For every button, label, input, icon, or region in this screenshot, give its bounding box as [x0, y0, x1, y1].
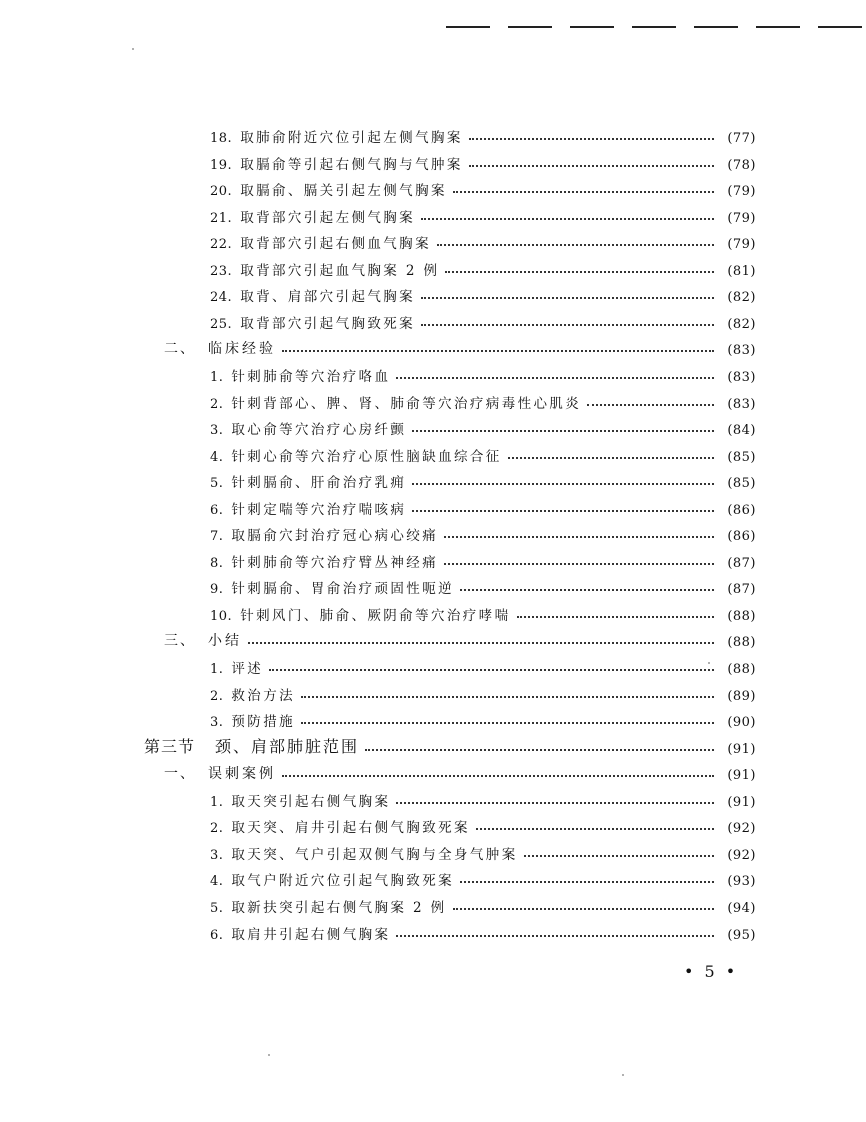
- toc-entry-page: (88): [727, 608, 756, 624]
- toc-entry-title: 针刺膈俞、胃俞治疗顽固性呃逆: [231, 581, 455, 598]
- toc-entry-title: 取肩井引起右侧气胸案: [231, 926, 391, 943]
- toc-entry: [210, 226, 756, 252]
- toc-entry-number: 6.: [210, 927, 224, 943]
- toc-entry-number: 5.: [210, 476, 224, 492]
- header-rule: [570, 26, 614, 28]
- toc-entry-page: (91): [727, 768, 756, 784]
- dot-leader: [444, 563, 714, 565]
- toc-entry-number: 19.: [210, 157, 233, 173]
- toc-entry-number: 25.: [210, 316, 233, 332]
- toc-entry-page: (82): [727, 290, 756, 306]
- dot-leader: [524, 855, 714, 857]
- header-rule: [694, 26, 738, 28]
- toc-entry-number: 二、: [164, 341, 196, 358]
- dot-leader: [301, 696, 714, 698]
- toc-entry-number: 3.: [210, 715, 224, 731]
- header-rule: [756, 26, 800, 28]
- toc-entry-title: 取膈俞等引起右侧气胸与气肿案: [240, 156, 463, 173]
- toc-entry-title: 小结: [208, 633, 242, 650]
- dot-leader: [517, 616, 715, 618]
- header-rule: [818, 26, 862, 28]
- scan-speck: [268, 1054, 270, 1056]
- toc-entry-number: 3.: [210, 423, 224, 439]
- toc-entry-page: (85): [727, 449, 756, 465]
- dot-leader: [396, 935, 714, 937]
- toc-entry-title: 取新扶突引起右侧气胸案 2 例: [231, 899, 447, 916]
- toc-entry-number: 9.: [210, 582, 224, 598]
- toc-entry-number: 24.: [210, 290, 233, 306]
- toc-entry-title: 取膈俞、膈关引起左侧气胸案: [240, 183, 447, 200]
- toc-entry-title: 针刺肺俞等穴治疗臂丛神经痛: [231, 554, 439, 571]
- toc-entry: [210, 678, 756, 704]
- toc-entry: [210, 571, 756, 597]
- toc-entry-number: 第三节: [144, 736, 196, 756]
- toc-entry: [210, 386, 756, 412]
- toc-entry-page: (83): [727, 369, 756, 385]
- toc-entry-title: 针刺定喘等穴治疗喘咳病: [231, 501, 407, 518]
- toc-entry-title: 取气户附近穴位引起气胸致死案: [231, 873, 455, 890]
- toc-entry-number: 4.: [210, 449, 224, 465]
- toc-entry: [210, 651, 756, 677]
- toc-entry-page: (79): [727, 210, 756, 226]
- toc-entry-number: 8.: [210, 555, 224, 571]
- toc-entry-number: 1.: [210, 662, 224, 677]
- toc-entry-page: (82): [727, 316, 756, 332]
- toc-entry: [210, 784, 756, 810]
- toc-entry-page: (90): [727, 715, 756, 731]
- toc-entry-number: 6.: [210, 502, 224, 518]
- header-rule: [508, 26, 552, 28]
- toc-entry-number: 5.: [210, 900, 224, 916]
- toc-entry-page: (84): [727, 423, 756, 439]
- toc-entry-page: (85): [727, 476, 756, 492]
- toc-entry-page: (79): [727, 237, 756, 253]
- dot-leader: [469, 138, 714, 140]
- toc-entry-number: 三、: [164, 633, 196, 650]
- toc-entry-number: 2.: [210, 821, 224, 837]
- toc-entry: [210, 810, 756, 836]
- toc-entry-title: 取背部穴引起血气胸案 2 例: [240, 262, 440, 279]
- dot-leader: [282, 350, 714, 352]
- header-rules: [446, 26, 866, 34]
- toc-entry: [164, 332, 756, 358]
- toc-entry-page: (88): [727, 662, 756, 677]
- toc-entry-number: 3.: [210, 847, 224, 863]
- toc-entry-page: (78): [727, 157, 756, 173]
- toc-entry: [210, 147, 756, 173]
- toc-entry-page: (94): [727, 900, 756, 916]
- toc-entry: [210, 200, 756, 226]
- toc-entry-title: 误刺案例: [208, 766, 276, 783]
- dot-leader: [412, 483, 714, 485]
- toc-entry: [210, 890, 756, 916]
- toc-entry: [210, 253, 756, 279]
- toc-entry-title: 针刺风门、肺俞、厥阴俞等穴治疗哮喘: [240, 607, 511, 624]
- toc-entry: [210, 120, 756, 146]
- dot-leader: [508, 457, 714, 459]
- toc-entry: [164, 757, 756, 783]
- toc-entry-title: 取背部穴引起右侧血气胸案: [240, 236, 431, 253]
- dot-leader: [476, 828, 714, 830]
- toc-entry-number: 21.: [210, 210, 233, 226]
- toc-entry-title: 取背部穴引起气胸致死案: [240, 315, 416, 332]
- toc-entry-title: 颈、肩部肺脏范围: [215, 736, 360, 756]
- dot-leader: [396, 377, 714, 379]
- toc-entry-number: 23.: [210, 263, 233, 279]
- toc-entry-page: (92): [727, 847, 756, 863]
- toc-entry: [210, 439, 756, 465]
- toc-entry-page: (91): [727, 741, 756, 757]
- toc-entry: [164, 624, 756, 650]
- dot-leader: [453, 191, 714, 193]
- dot-leader: [587, 404, 714, 406]
- toc-entry-page: (86): [727, 502, 756, 518]
- dot-leader: [396, 802, 714, 804]
- dot-leader: [460, 881, 714, 883]
- toc-entry-page: (87): [727, 555, 756, 571]
- toc-entry-number: 22.: [210, 237, 233, 253]
- toc-entry: [210, 545, 756, 571]
- toc-entry-page: (93): [727, 874, 756, 890]
- toc-entry-page: (95): [727, 927, 756, 943]
- dot-leader: [445, 271, 714, 273]
- scan-speck: [708, 662, 710, 664]
- toc-entry-page: (79): [727, 184, 756, 200]
- toc-entry: [210, 518, 756, 544]
- toc-entry-title: 取膈俞穴封治疗冠心病心绞痛: [231, 528, 439, 545]
- toc-entry: [210, 598, 756, 624]
- toc-entry: [210, 173, 756, 199]
- toc-entry-page: (83): [727, 396, 756, 412]
- toc-entry-page: (87): [727, 582, 756, 598]
- toc-entry-title: 临床经验: [208, 341, 276, 358]
- dot-leader: [444, 536, 714, 538]
- toc-entry-title: 预防措施: [231, 714, 296, 731]
- toc-entry-title: 取肺俞附近穴位引起左侧气胸案: [240, 130, 463, 146]
- toc-entry: [210, 306, 756, 332]
- toc-entry-number: 4.: [210, 874, 224, 890]
- dot-leader: [269, 669, 714, 671]
- toc-entry-page: (89): [727, 688, 756, 704]
- toc-entry-title: 救治方法: [231, 687, 296, 704]
- scan-speck: [132, 48, 134, 50]
- toc-entry-page: (92): [727, 821, 756, 837]
- dot-leader: [412, 510, 714, 512]
- dot-leader: [469, 165, 714, 167]
- dot-leader: [460, 589, 714, 591]
- dot-leader: [421, 218, 714, 220]
- toc-entry-page: (91): [727, 794, 756, 810]
- header-rule: [446, 26, 490, 28]
- toc-entry-number: 2.: [210, 396, 224, 412]
- toc-entry-title: 取天突、气户引起双侧气胸与全身气肿案: [231, 846, 518, 863]
- dot-leader: [421, 297, 714, 299]
- toc-entry-number: 一、: [164, 766, 196, 783]
- toc-entry: [210, 704, 756, 730]
- dot-leader: [282, 775, 714, 777]
- toc-entry-page: (77): [727, 131, 756, 146]
- toc-entry: [210, 837, 756, 863]
- scan-speck: [622, 1074, 624, 1076]
- toc-entry-number: 10.: [210, 608, 233, 624]
- dot-leader: [453, 908, 714, 910]
- header-rule: [632, 26, 676, 28]
- toc-entry: [210, 917, 756, 943]
- toc-entry-page: (81): [727, 263, 756, 279]
- toc-entry: [210, 359, 756, 385]
- toc-entry-number: 1.: [210, 369, 224, 385]
- toc-entry-number: 2.: [210, 688, 224, 704]
- page-number: • 5 •: [684, 962, 739, 981]
- toc-entry-title: 针刺肺俞等穴治疗咯血: [231, 368, 391, 385]
- toc-entry-page: (86): [727, 529, 756, 545]
- toc-entry-title: 取心俞等穴治疗心房纤颤: [231, 422, 407, 439]
- toc-entry-number: 7.: [210, 529, 224, 545]
- toc-entry-title: 评述: [231, 661, 264, 677]
- toc-entry-number: 20.: [210, 184, 233, 200]
- dot-leader: [437, 244, 714, 246]
- toc-entry-title: 针刺背部心、脾、肾、肺俞等穴治疗病毒性心肌炎: [231, 395, 582, 412]
- toc-entry: [210, 412, 756, 438]
- toc-entry-title: 取背、肩部穴引起气胸案: [240, 289, 416, 306]
- toc-entry: [210, 465, 756, 491]
- toc-entry: [210, 492, 756, 518]
- toc-entry-title: 取天突、肩井引起右侧气胸致死案: [231, 820, 470, 837]
- toc-entry-title: 针刺心俞等穴治疗心原性脑缺血综合征: [231, 448, 502, 465]
- dot-leader: [365, 749, 714, 751]
- toc-entry-title: 针刺膈俞、肝俞治疗乳痈: [231, 475, 407, 492]
- toc-entry-number: 18.: [210, 131, 233, 146]
- toc-entry: [144, 731, 756, 757]
- toc-entry: [210, 863, 756, 889]
- dot-leader: [421, 324, 714, 326]
- toc-entry-title: 取天突引起右侧气胸案: [231, 793, 391, 810]
- toc-entry: [210, 279, 756, 305]
- dot-leader: [412, 430, 714, 432]
- toc-entry-number: 1.: [210, 794, 224, 810]
- dot-leader: [301, 722, 714, 724]
- toc-entry-page: (88): [727, 635, 756, 651]
- dot-leader: [248, 642, 714, 644]
- toc-entry-title: 取背部穴引起左侧气胸案: [240, 209, 416, 226]
- toc-entry-page: (83): [727, 343, 756, 359]
